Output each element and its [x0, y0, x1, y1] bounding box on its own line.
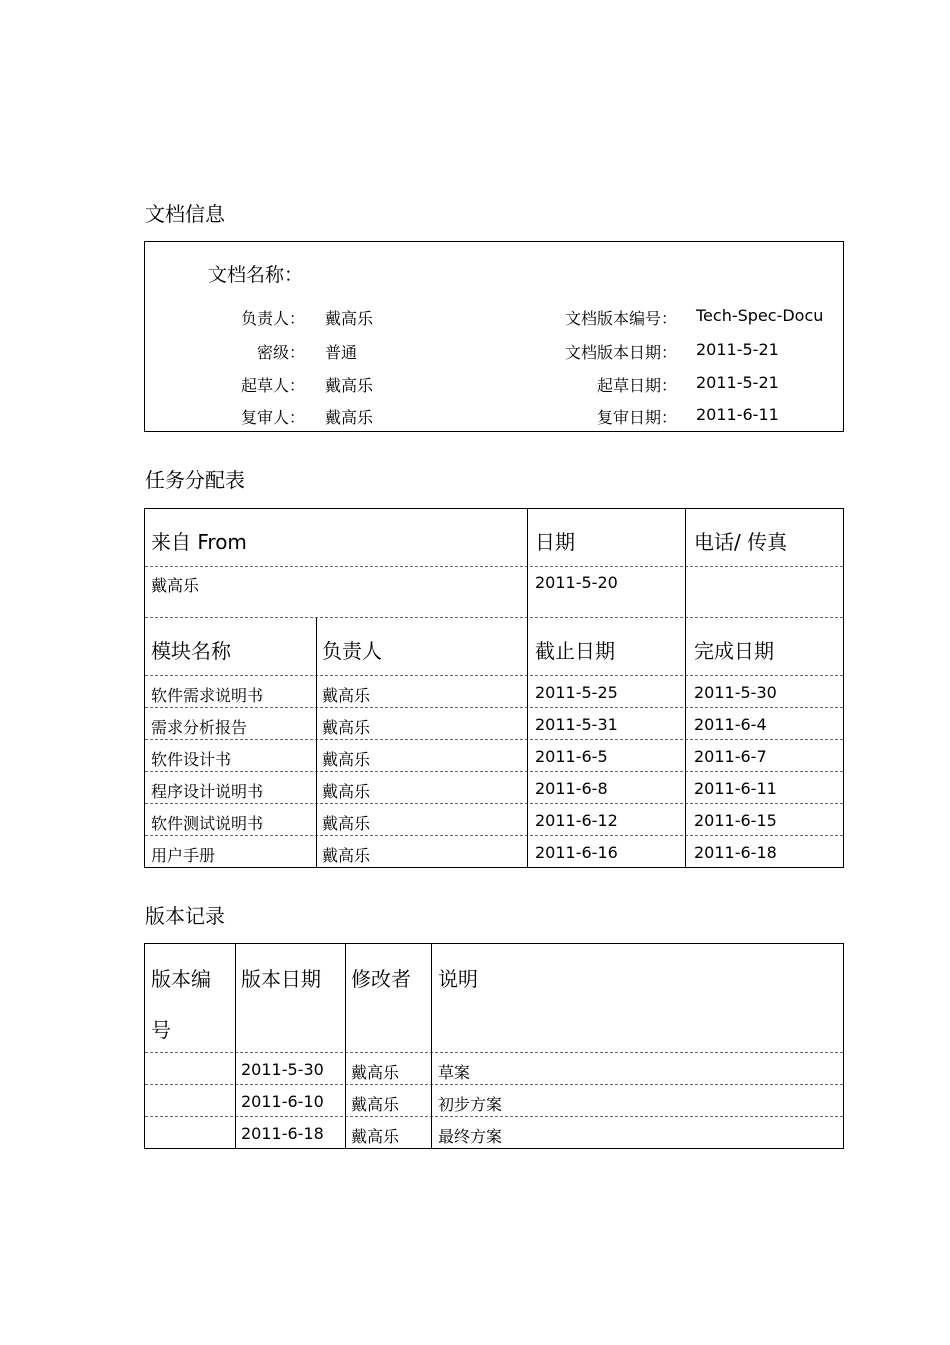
task-table: [144, 508, 844, 868]
task-table-title: 任务分配表: [145, 468, 245, 492]
table-row-date: 2011-6-18: [241, 1124, 324, 1143]
from-value: 戴高乐: [151, 576, 200, 595]
drafter-label: 起草人：: [240, 376, 305, 395]
draft-date-value: 2011-5-21: [696, 373, 779, 392]
table-row-desc: 初步方案: [438, 1095, 503, 1114]
table-row-owner: 戴高乐: [322, 782, 371, 801]
table-row-module: 需求分析报告: [151, 718, 248, 737]
table-row-deadline: 2011-5-31: [535, 715, 618, 734]
table-row-done: 2011-6-7: [694, 747, 767, 766]
security-label: 密级：: [256, 343, 305, 362]
col-module-header: 模块名称: [151, 639, 231, 663]
doc-info-box: [144, 241, 844, 432]
table-row-deadline: 2011-6-12: [535, 811, 618, 830]
col-deadline-header: 截止日期: [535, 639, 615, 663]
table-row-module: 软件设计书: [151, 750, 232, 769]
table-row-owner: 戴高乐: [322, 846, 371, 865]
col-done-header: 完成日期: [694, 639, 774, 663]
table-row-deadline: 2011-6-16: [535, 843, 618, 862]
security-value: 普通: [325, 343, 358, 362]
table-row-module: 程序设计说明书: [151, 782, 264, 801]
draft-date-label: 起草日期：: [596, 376, 677, 395]
table-row-owner: 戴高乐: [322, 686, 371, 705]
table-row-owner: 戴高乐: [322, 718, 371, 737]
table-row-done: 2011-6-15: [694, 811, 777, 830]
table-row-deadline: 2011-6-5: [535, 747, 608, 766]
col-phone-header: 电话/ 传真: [694, 530, 788, 554]
table-row-owner: 戴高乐: [322, 814, 371, 833]
version-date-label: 文档版本日期：: [564, 343, 677, 362]
doc-name-label: 文档名称：: [208, 264, 304, 286]
version-table-title: 版本记录: [145, 904, 225, 928]
table-row-editor: 戴高乐: [351, 1063, 400, 1082]
doc-info-title: 文档信息: [145, 202, 225, 226]
col-date-header: 日期: [535, 530, 575, 554]
owner-label: 负责人：: [240, 309, 305, 328]
col-owner-header: 负责人: [322, 639, 382, 663]
version-date-value: 2011-5-21: [696, 340, 779, 359]
col-from-header: 来自 From: [151, 530, 247, 554]
table-row-done: 2011-6-11: [694, 779, 777, 798]
table-row-deadline: 2011-5-25: [535, 683, 618, 702]
col-version-date-header: 版本日期: [241, 967, 321, 991]
owner-value: 戴高乐: [325, 309, 374, 328]
table-row-date: 2011-6-10: [241, 1092, 324, 1111]
table-row-editor: 戴高乐: [351, 1095, 400, 1114]
col-editor-header: 修改者: [351, 967, 411, 991]
drafter-value: 戴高乐: [325, 376, 374, 395]
table-row-module: 用户手册: [151, 846, 216, 865]
table-row-editor: 戴高乐: [351, 1127, 400, 1146]
version-number-value: Tech-Spec-Docu: [696, 306, 824, 325]
col-desc-header: 说明: [438, 967, 478, 991]
table-row-done: 2011-6-4: [694, 715, 767, 734]
table-row-done: 2011-5-30: [694, 683, 777, 702]
from-date-value: 2011-5-20: [535, 573, 618, 592]
reviewer-label: 复审人：: [240, 408, 305, 427]
table-row-owner: 戴高乐: [322, 750, 371, 769]
version-table: [144, 943, 844, 1149]
table-row-date: 2011-5-30: [241, 1060, 324, 1079]
col-version-header: 版本编: [151, 967, 211, 991]
table-row-module: 软件需求说明书: [151, 686, 264, 705]
table-row-deadline: 2011-6-8: [535, 779, 608, 798]
review-date-label: 复审日期：: [596, 408, 677, 427]
table-row-desc: 草案: [438, 1063, 471, 1082]
table-row-module: 软件测试说明书: [151, 814, 264, 833]
reviewer-value: 戴高乐: [325, 408, 374, 427]
version-number-label: 文档版本编号：: [564, 309, 677, 328]
table-row-done: 2011-6-18: [694, 843, 777, 862]
col-version-header-line2: 号: [151, 1018, 171, 1042]
table-row-desc: 最终方案: [438, 1127, 503, 1146]
review-date-value: 2011-6-11: [696, 405, 779, 424]
